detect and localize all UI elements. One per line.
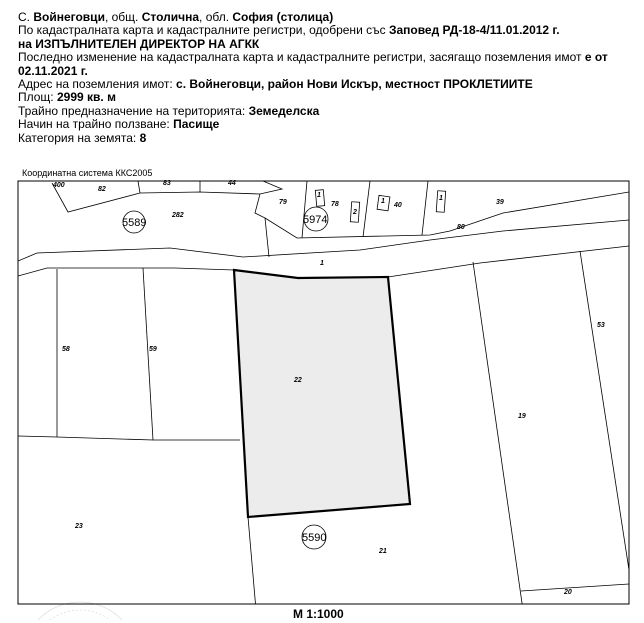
building-label: 2 [353, 209, 357, 216]
boundary-line [143, 268, 153, 440]
subject-parcel-22[interactable] [234, 270, 410, 517]
area-line: Площ: 2999 кв. м [18, 90, 116, 105]
building-label: 1 [317, 192, 321, 199]
approval-line: По кадастралната карта и кадастралните регистри, одобрени със Заповед РД-18-4/11.01.2012 г. [18, 23, 560, 38]
boundary-line [138, 181, 140, 193]
parcel-label: 282 [172, 212, 184, 219]
block-number: 5974 [303, 214, 328, 226]
boundary-line [521, 584, 629, 591]
boundary-line [255, 194, 269, 257]
map-scale: M 1:1000 [293, 607, 344, 621]
boundary-line [18, 436, 240, 440]
building-label: 1 [381, 198, 385, 205]
boundary-line [248, 517, 256, 610]
parcel-label: 39 [496, 199, 504, 206]
parcel-label: 59 [149, 346, 157, 353]
road-lower-edge-right [388, 246, 629, 277]
parcel-label: 83 [163, 180, 171, 187]
parcel-label: 82 [98, 186, 106, 193]
seal-watermark [38, 602, 122, 620]
building-label: 1 [439, 195, 443, 202]
parcel-label: 78 [331, 201, 339, 208]
boundary-line [302, 181, 307, 238]
category-line: Категория на земята: 8 [18, 130, 147, 145]
last-change-date: 02.11.2021 г. [18, 63, 88, 78]
last-change-line: Последно изменение на кадастралната карта и кадастралните регистри, засягащо поземления имот е от [18, 50, 608, 65]
location-line: С. Войнеговци, общ. Столична, обл. София (столица) [18, 10, 334, 24]
road-upper-edge [18, 220, 629, 261]
usage-line: Начин на трайно ползване: Пасище [18, 117, 220, 132]
parcel-label: 400 [53, 182, 65, 189]
parcel-label: 40 [394, 202, 402, 209]
boundary-line [473, 262, 523, 610]
parcel-label: 58 [62, 346, 70, 353]
parcel-label: 23 [75, 523, 83, 530]
purpose-line: Трайно предназначение на територията: Земеделска [18, 103, 320, 118]
parcel-label: 22 [294, 377, 302, 384]
block-number: 5589 [122, 217, 147, 229]
parcel-boundaries [18, 181, 629, 610]
block-number: 5590 [302, 532, 327, 544]
boundary-line [422, 181, 428, 235]
address-line: Адрес на поземления имот: с. Войнеговци, район Нови Искър, местност ПРОКЛЕТИИТЕ [18, 77, 533, 92]
parcel-label: 79 [279, 199, 287, 206]
parcel-label: 20 [564, 589, 572, 596]
parcel-label: 19 [518, 413, 526, 420]
parcel-label: 44 [228, 180, 236, 187]
parcel-label: 1 [320, 260, 324, 267]
parcel-label: 80 [457, 224, 465, 231]
coordinate-system-label: Координатна система ККС2005 [22, 168, 153, 178]
boundary-line [580, 251, 629, 570]
road-lower-edge [18, 268, 234, 276]
parcel-label: 53 [597, 322, 605, 329]
boundary-line [363, 181, 370, 237]
parcel-label: 21 [379, 548, 387, 555]
authority-line: на ИЗПЪЛНИТЕЛЕН ДИРЕКТОР НА АГКК [18, 36, 260, 51]
